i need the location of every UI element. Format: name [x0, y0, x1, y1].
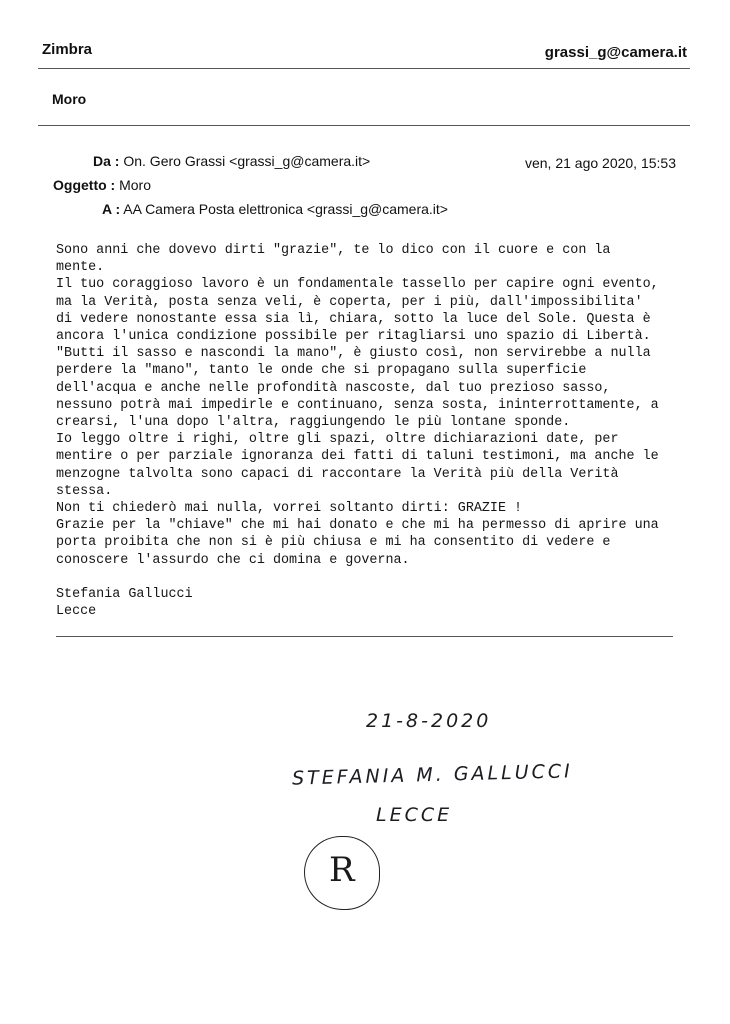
body-line: conoscere l'assurdo che ci domina e governa.: [56, 552, 410, 568]
subject-row: [53, 177, 151, 193]
body-divider: [56, 636, 673, 637]
body-line: mentire o per parziale ignoranza dei fatti di taluni testimoni, ma anche le: [56, 449, 659, 465]
body-line: Io leggo oltre i righi, oltre gli spazi, oltre dichiarazioni date, per: [56, 432, 619, 448]
from-value: On. Gero Grassi <grassi_g@camera.it>: [123, 153, 371, 169]
body-line: mente.: [56, 260, 105, 276]
body-line: [56, 569, 696, 586]
body-line: Lecce: [56, 604, 97, 620]
from-label: Da :: [93, 153, 120, 169]
body-line: Sono anni che dovevo dirti "grazie", te lo dico con il cuore e con la: [56, 243, 611, 258]
body-line: ma la Verità, posta senza veli, è coperta, per i più, dall'impossibilita': [56, 294, 643, 310]
message-date: ven, 21 ago 2020, 15:53: [524, 155, 676, 171]
app-brand: Zimbra: [42, 41, 93, 58]
body-line: crearsi, l'una dopo l'altra, raggiungendo le più lontane sponde.: [56, 415, 571, 431]
body-line: Non ti chiederò mai nulla, vorrei soltanto dirti: GRAZIE !: [56, 501, 523, 517]
from-row: [93, 153, 370, 169]
body-line: "Butti il sasso e nascondi la mano", è giusto così, non servirebbe a nulla: [56, 346, 651, 362]
title-divider: [38, 125, 690, 126]
body-line: ancora l'unica condizione possibile per ritagliarsi uno spazio di Libertà.: [56, 329, 651, 345]
body-line: stessa.: [56, 483, 113, 499]
message-body: [56, 242, 696, 620]
body-line: porta proibita che non si è più chiusa e mi ha consentito di vedere e: [56, 535, 611, 551]
message-title: Moro: [52, 91, 87, 107]
body-line: Il tuo coraggioso lavoro è un fondamentale tassello per capire ogni evento,: [56, 277, 659, 293]
to-label: A :: [102, 201, 121, 217]
handwritten-date: 21-8-2020: [366, 710, 492, 732]
account-email: grassi_g@camera.it: [544, 44, 687, 61]
header-divider: [38, 68, 690, 69]
handwritten-signature: STEFANIA M. GALLUCCI: [291, 760, 573, 790]
body-line: perdere la "mano", tanto le onde che si propagano sulla superficie: [56, 363, 587, 379]
to-value: AA Camera Posta elettronica <grassi_g@camera.it>: [123, 201, 448, 217]
body-line: di vedere nonostante essa sia lì, chiara, sotto la luce del Sole. Questa è: [56, 311, 651, 327]
body-line: Grazie per la "chiave" che mi hai donato e che mi ha permesso di aprire una: [56, 518, 659, 534]
to-row: [102, 201, 448, 217]
body-line: menzogne talvolta sono capaci di raccontare la Verità più della Verità: [56, 466, 619, 482]
body-line: dell'acqua e anche nelle profondità nascoste, dal tuo prezioso sasso,: [56, 380, 611, 396]
handwritten-city: LECCE: [376, 804, 453, 826]
body-line: nessuno potrà mai impedirle e continuano, senza sosta, ininterrottamente, a: [56, 397, 659, 413]
stamp-letter: R: [329, 850, 355, 890]
subject-value: Moro: [119, 177, 152, 193]
body-line: Stefania Gallucci: [56, 587, 193, 603]
subject-label: Oggetto :: [53, 177, 116, 193]
